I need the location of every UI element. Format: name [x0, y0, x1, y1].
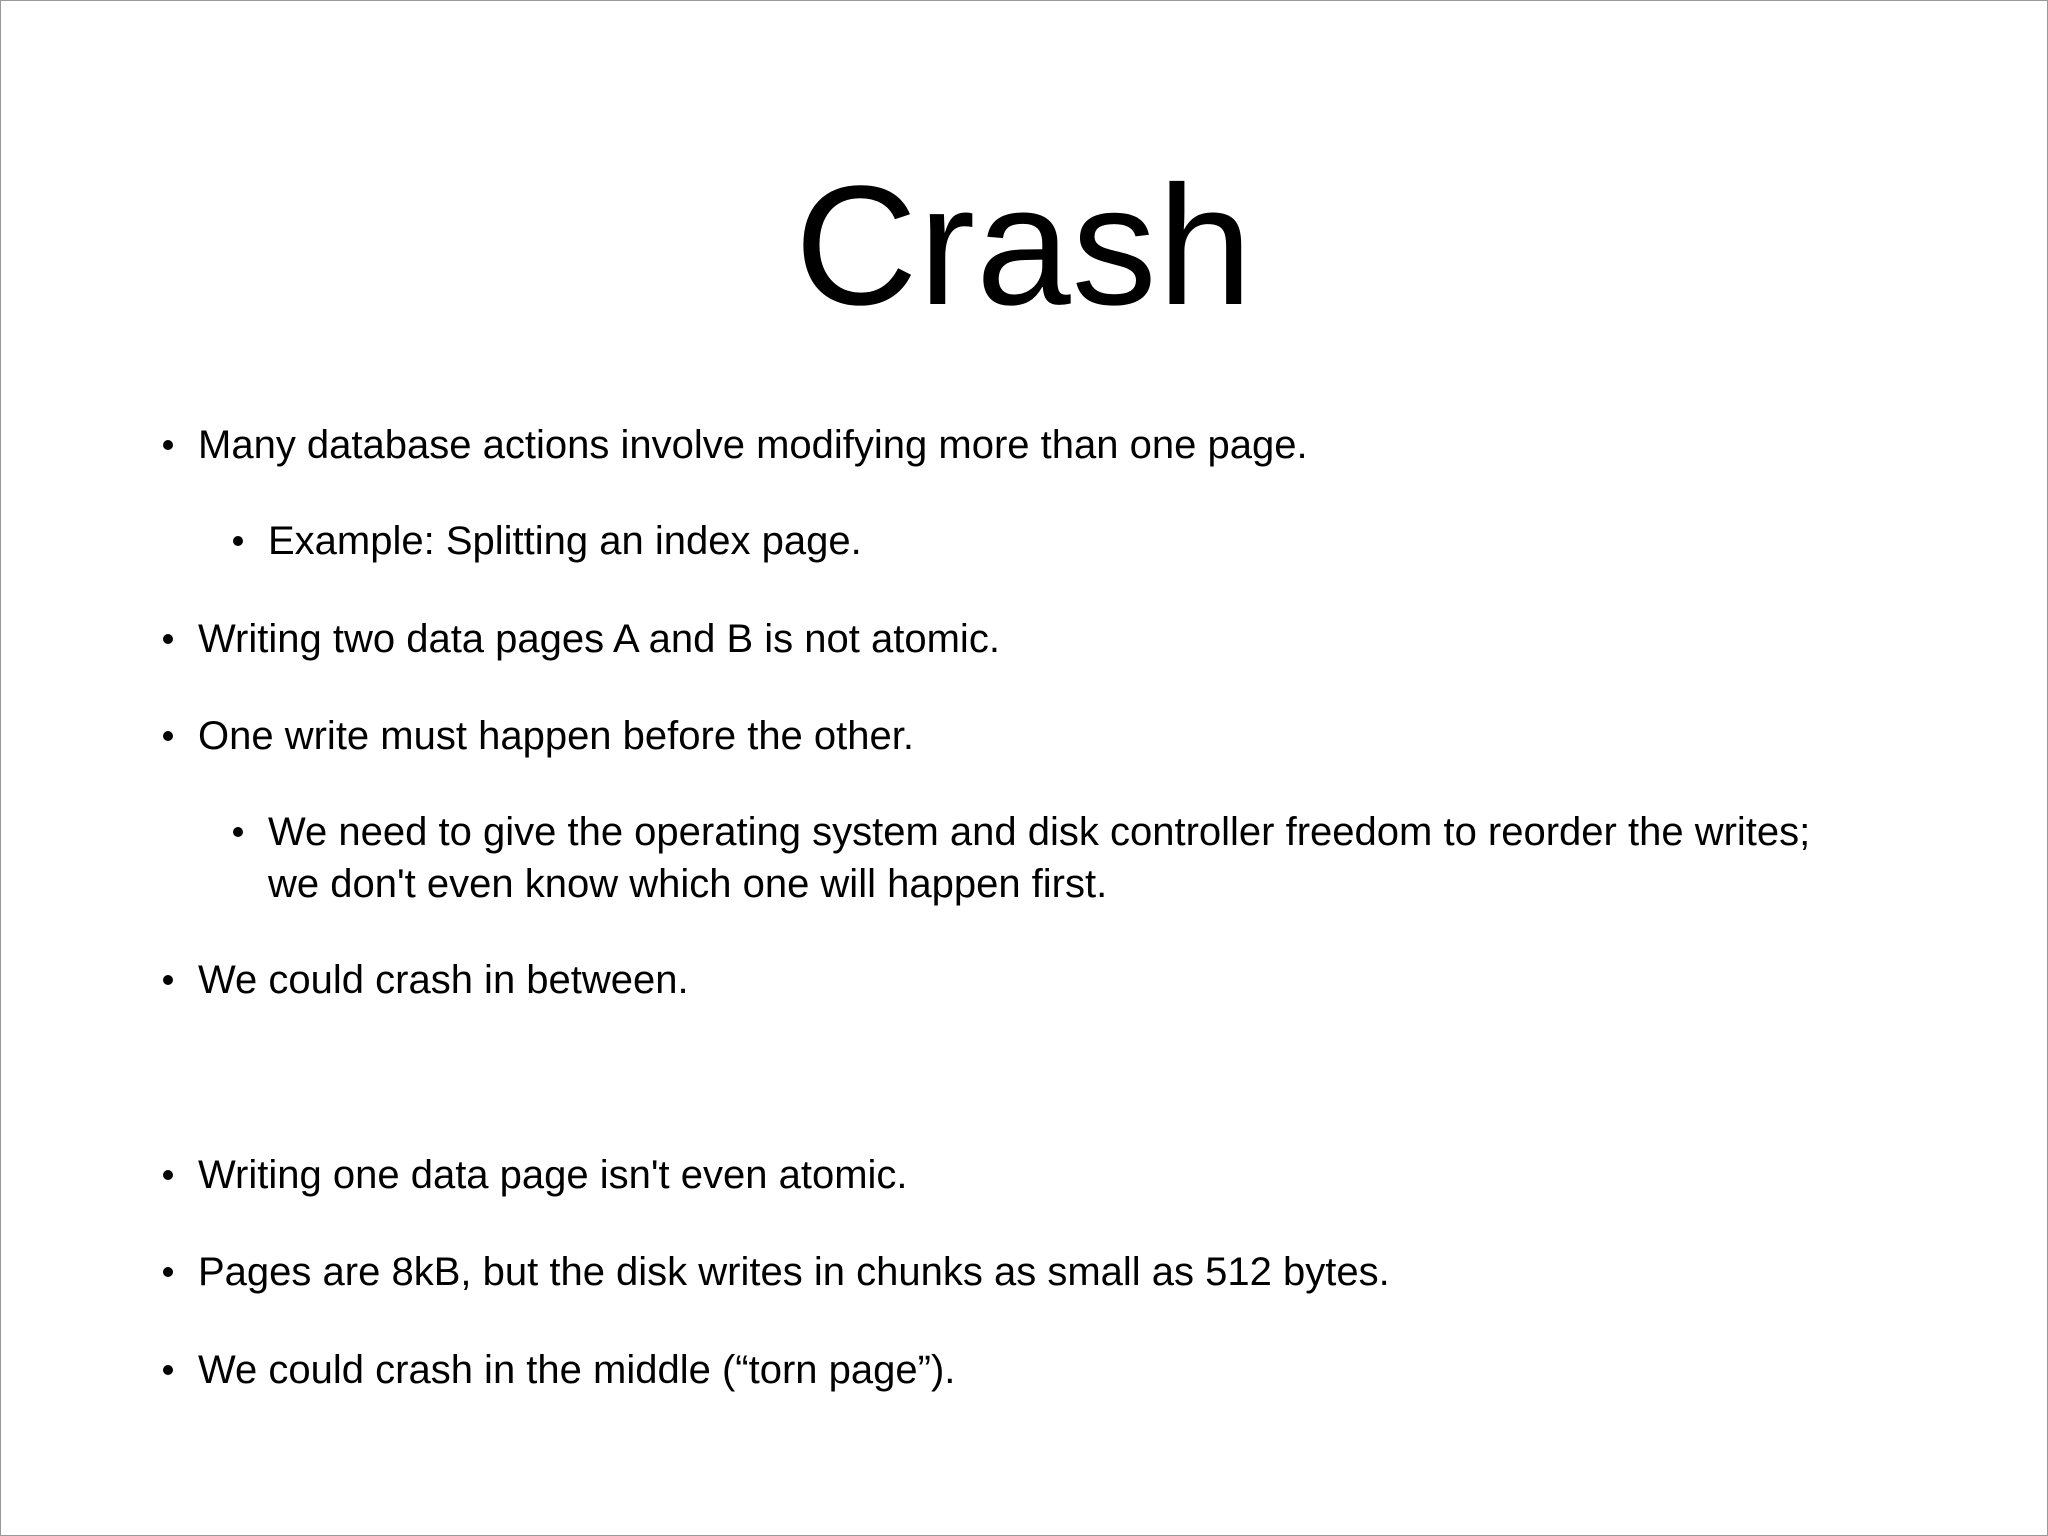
bullet-text: Writing two data pages A and B is not atomic. [198, 617, 1000, 661]
bullet-dot-icon [233, 827, 243, 837]
bullet-text: We could crash in the middle (“torn page”). [198, 1348, 956, 1392]
bullet-item [198, 1344, 955, 1396]
bullet-text-line: We need to give the operating system and disk controller freedom to reorder the writes; [268, 810, 1811, 854]
bullet-dot-icon [163, 440, 173, 450]
bullet-dot-icon [233, 536, 243, 546]
bullet-text: Writing one data page isn't even atomic. [198, 1153, 908, 1197]
bullet-text: Example: Splitting an index page. [268, 519, 862, 563]
bullet-item [198, 419, 1308, 471]
bullet-item [198, 613, 1000, 665]
bullet-item [198, 1149, 908, 1201]
sub-bullet-item [268, 806, 1810, 910]
bullet-text: One write must happen before the other. [198, 714, 914, 758]
bullet-text: Many database actions involve modifying more than one page. [198, 423, 1308, 467]
bullet-item [198, 954, 689, 1006]
bullet-dot-icon [163, 731, 173, 741]
bullet-text: We could crash in between. [198, 958, 689, 1002]
bullet-dot-icon [163, 1365, 173, 1375]
bullet-item [198, 710, 914, 762]
bullet-dot-icon [163, 1267, 173, 1277]
bullet-dot-icon [163, 1170, 173, 1180]
slide-title: Crash [794, 151, 1254, 341]
sub-bullet-item [268, 515, 862, 567]
bullet-dot-icon [163, 634, 173, 644]
bullet-dot-icon [163, 975, 173, 985]
bullet-text-line: we don't even know which one will happen first. [268, 862, 1108, 906]
bullet-text: Pages are 8kB, but the disk writes in chunks as small as 512 bytes. [198, 1250, 1390, 1294]
bullet-item [198, 1246, 1390, 1298]
